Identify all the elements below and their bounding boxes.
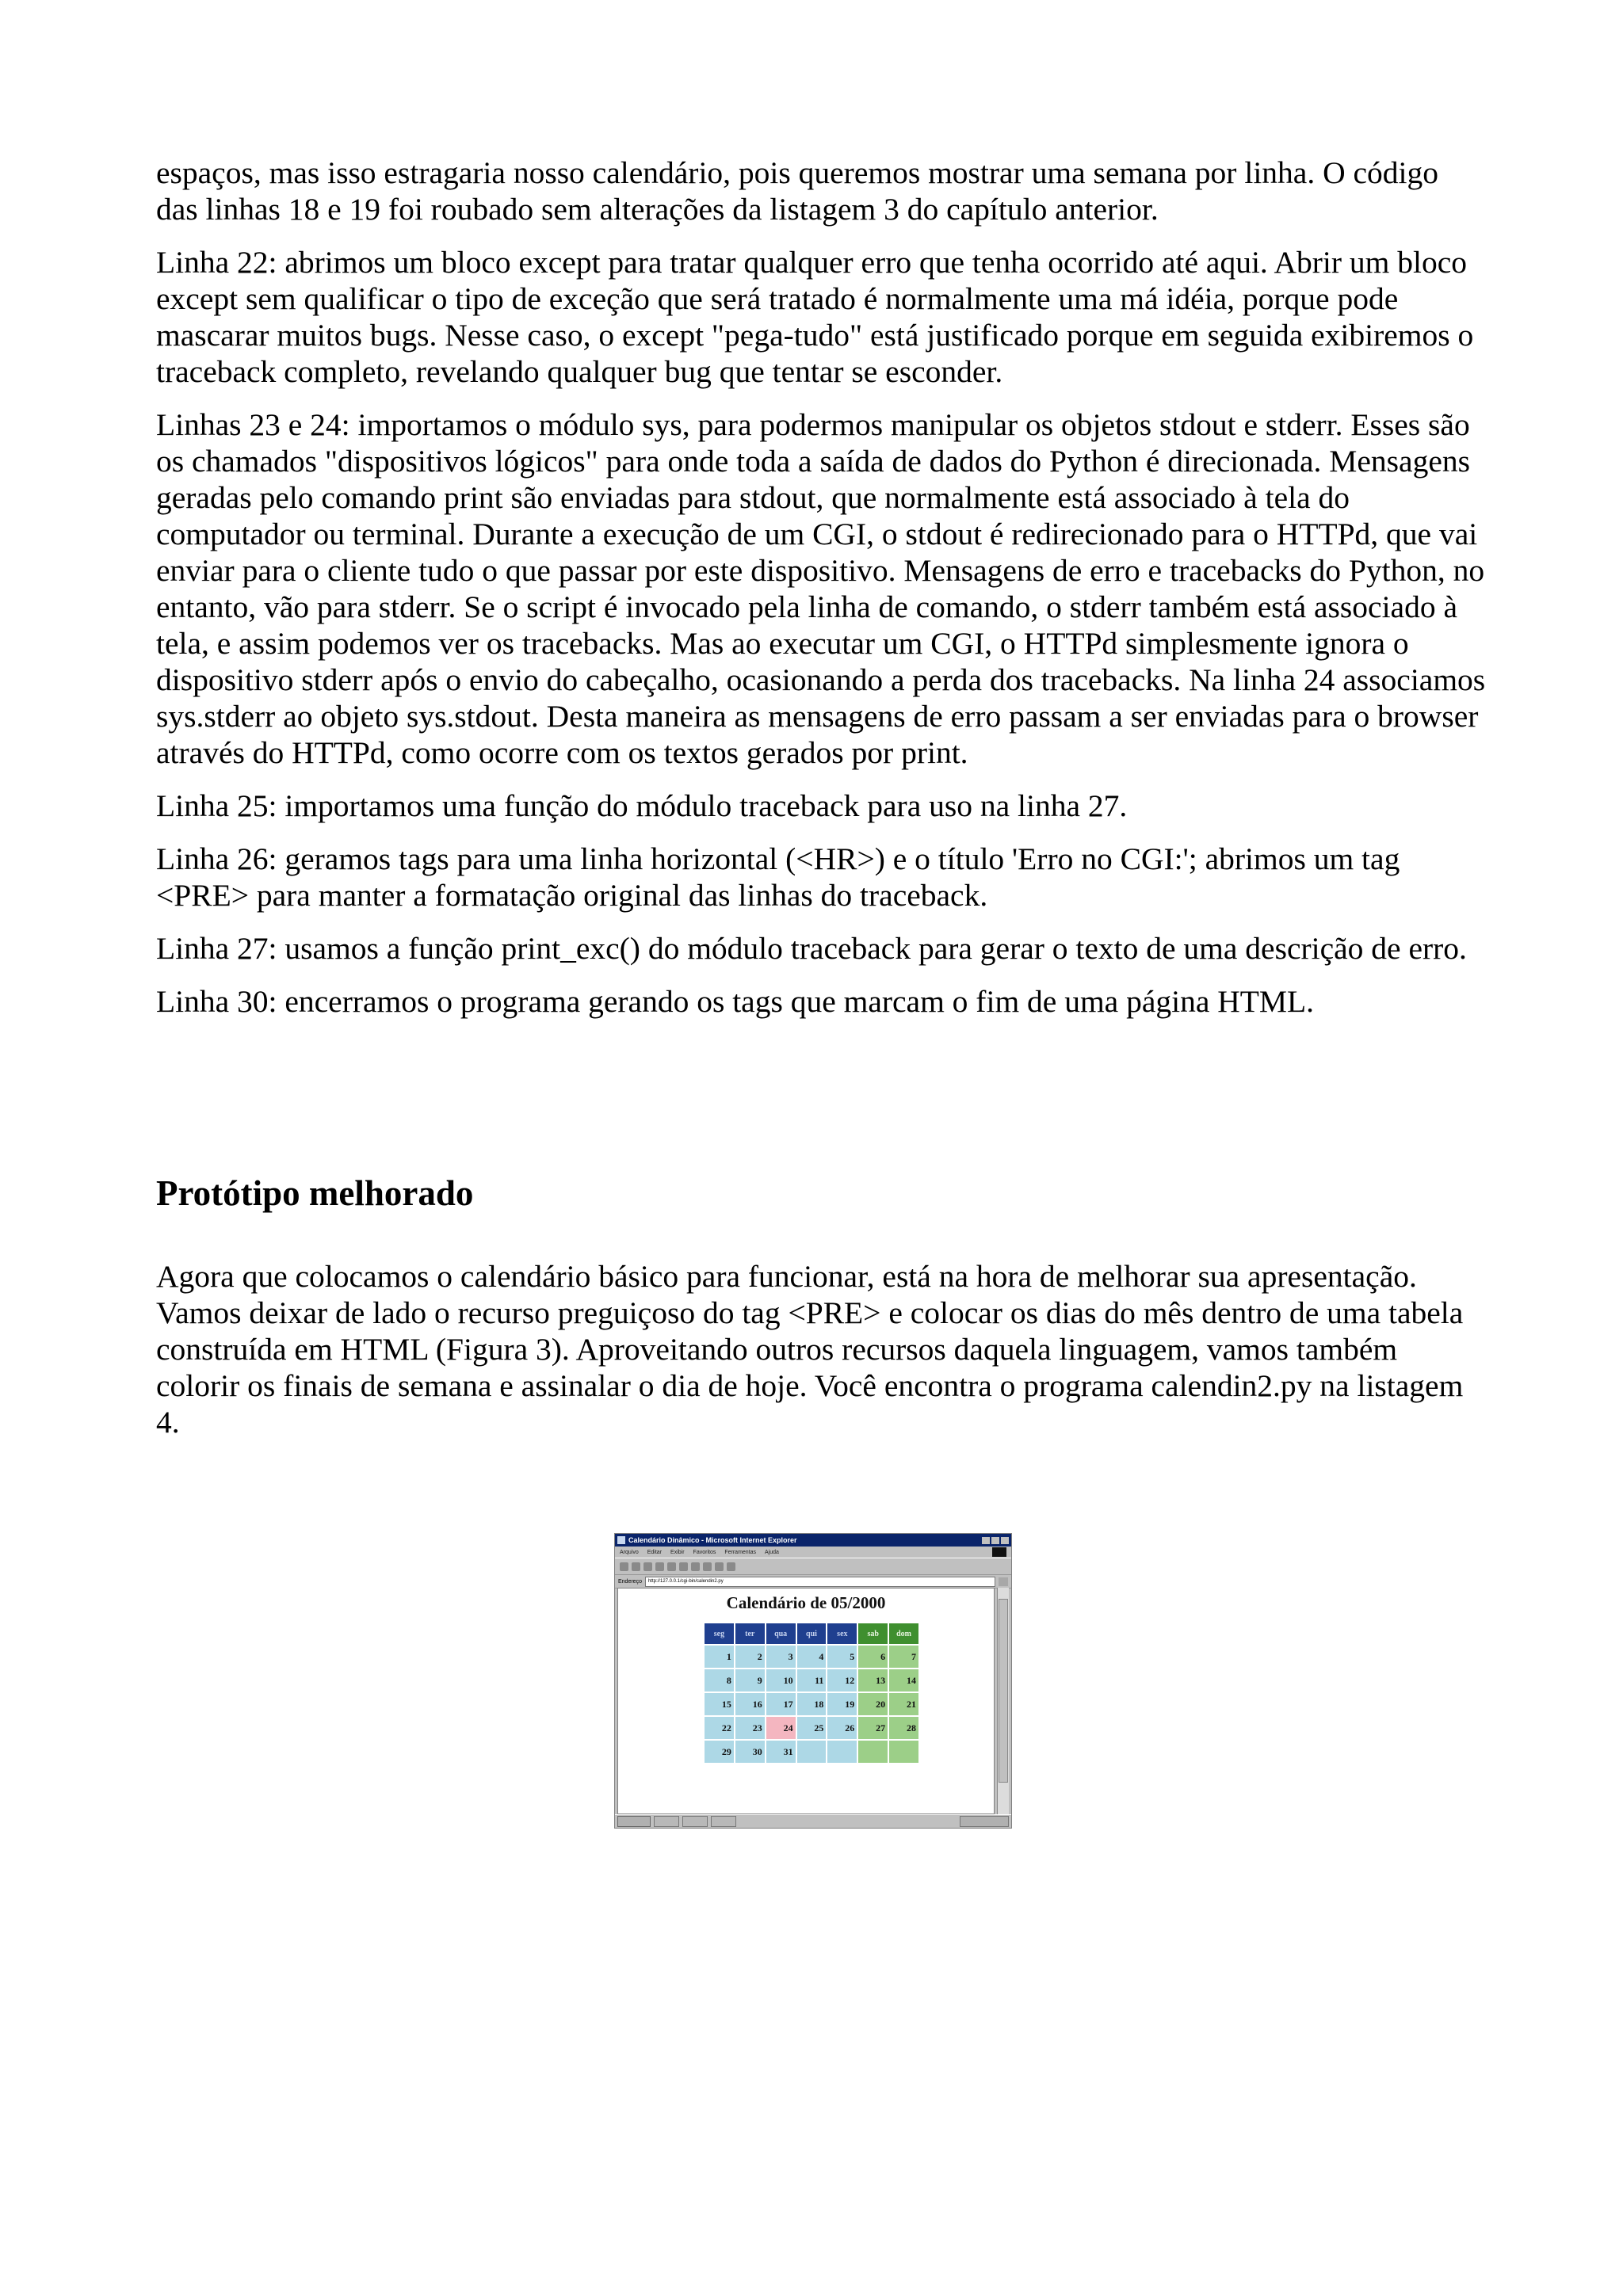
calendar-day-cell: 2 — [735, 1646, 765, 1668]
paragraph: Linha 26: geramos tags para uma linha horizontal (<HR>) e o título 'Erro no CGI:'; abrimos um tag <PRE> para manter a formatação original das linhas do traceback. — [156, 841, 1400, 913]
menu-item: Editar — [647, 1549, 663, 1555]
menu-item: Exibir — [670, 1549, 685, 1555]
calendar-day-cell: 13 — [858, 1669, 888, 1691]
calendar-day-cell: 14 — [889, 1669, 918, 1691]
scrollbar-thumb — [999, 1599, 1008, 1783]
history-icon — [703, 1562, 712, 1571]
go-icon — [999, 1577, 1008, 1586]
body-text-top — [156, 154, 1487, 1036]
vertical-scrollbar — [997, 1588, 1009, 1814]
calendar-day-cell: 25 — [797, 1717, 827, 1739]
calendar-day-cell: 4 — [797, 1646, 827, 1668]
taskbar-item — [654, 1816, 679, 1827]
paragraph: Linha 22: abrimos um bloco except para tratar qualquer erro que tenha ocorrido até aqui. Abrir um bloco except sem qualificar o tipo de exceção que será tratado é normalmente uma má idéia, porque pode mascarar muitos bugs. Nesse caso, o except "pega-tudo" está justificado porque em seguida exibiremos o traceback completo, revelando qualquer bug que tentar se esconder. — [156, 245, 1474, 389]
calendar-day-cell: 24 — [766, 1717, 796, 1739]
window-controls — [982, 1537, 1009, 1544]
calendar-day-cell — [889, 1741, 918, 1763]
calendar-day-cell: 18 — [797, 1693, 827, 1715]
browser-toolbar — [615, 1558, 1011, 1575]
menu-item: Arquivo — [620, 1549, 639, 1555]
print-icon — [727, 1562, 735, 1571]
calendar-weekday-header: sab — [858, 1623, 888, 1644]
paragraph: espaços, mas isso estragaria nosso calendário, pois queremos mostrar uma semana por linha. O código das linhas 18 e 19 foi roubado sem alterações da listagem 3 do capítulo anterior. — [156, 155, 1438, 227]
search-icon — [679, 1562, 688, 1571]
calendar-day-cell: 5 — [827, 1646, 857, 1668]
calendar-day-cell: 20 — [858, 1693, 888, 1715]
calendar-day-cell: 3 — [766, 1646, 796, 1668]
calendar-weekday-header: ter — [735, 1623, 765, 1644]
calendar-day-cell: 1 — [705, 1646, 734, 1668]
section-heading: Protótipo melhorado — [156, 1173, 474, 1213]
calendar-day-cell: 30 — [735, 1741, 765, 1763]
calendar-day-cell: 21 — [889, 1693, 918, 1715]
calendar-weekday-header: qui — [797, 1623, 827, 1644]
close-icon — [1001, 1537, 1009, 1544]
calendar-weekday-header: sex — [827, 1623, 857, 1644]
minimize-icon — [982, 1537, 990, 1544]
system-tray — [960, 1816, 1009, 1827]
window-title: Calendário Dinâmico - Microsoft Internet Explorer — [628, 1536, 797, 1544]
calendar-day-cell: 26 — [827, 1717, 857, 1739]
paragraph: Linha 30: encerramos o programa gerando os tags que marcam o fim de uma página HTML. — [156, 984, 1315, 1019]
ie-icon — [617, 1536, 625, 1544]
address-bar — [615, 1575, 1011, 1589]
calendar-day-cell: 23 — [735, 1717, 765, 1739]
calendar-weekday-header: seg — [705, 1623, 734, 1644]
home-icon — [667, 1562, 676, 1571]
maximize-icon — [991, 1537, 999, 1544]
calendar-title: Calendário de 05/2000 — [726, 1593, 886, 1612]
paragraph: Linhas 23 e 24: importamos o módulo sys, para podermos manipular os objetos stdout e stderr. Esses são os chamados "dispositivos lógicos" para onde toda a saída de dados do Python é direcionada. Mensagens geradas pelo comando print são enviadas para stdout, que normalmente está associado à tela do computador ou terminal. Durante a execução de um CGI, o stdout é redirecionado para o HTTPd, que vai enviar para o cliente tudo o que passar por este dispositivo. Mensagens de erro e tracebacks do Python, no entanto, vão para stderr. Se o script é invocado pela linha de comando, o stderr também está associado à tela, e assim podemos ver os tracebacks. Mas ao executar um CGI, o HTTPd simplesmente ignora o dispositivo stderr após o envio do cabeçalho, ocasionando a perda dos tracebacks. Na linha 24 associamos sys.stderr ao objeto sys.stdout. Desta maneira as mensagens de erro passam a ser enviadas para o browser através do HTTPd, como ocorre com os textos gerados por print. — [156, 407, 1486, 770]
calendar-day-cell: 9 — [735, 1669, 765, 1691]
menu-item: Ajuda — [765, 1549, 779, 1555]
calendar-day-cell: 31 — [766, 1741, 796, 1763]
calendar-day-cell: 17 — [766, 1693, 796, 1715]
window-titlebar — [615, 1534, 1011, 1547]
calendar-day-cell: 6 — [858, 1646, 888, 1668]
calendar-day-cell — [797, 1741, 827, 1763]
menu-bar — [615, 1547, 1011, 1558]
taskbar — [615, 1814, 1011, 1828]
calendar-weekday-header: dom — [889, 1623, 918, 1644]
windows-logo-icon — [992, 1547, 1006, 1557]
calendar-day-cell — [827, 1741, 857, 1763]
browser-screenshot-figure — [614, 1533, 1012, 1829]
calendar-day-cell: 19 — [827, 1693, 857, 1715]
calendar-day-cell: 29 — [705, 1741, 734, 1763]
stop-icon — [643, 1562, 652, 1571]
calendar-day-cell: 11 — [797, 1669, 827, 1691]
menu-item: Ferramentas — [724, 1549, 757, 1555]
calendar-day-cell: 10 — [766, 1669, 796, 1691]
page-viewport — [617, 1588, 995, 1814]
body-text-bottom — [156, 1258, 1487, 1440]
paragraph: Linha 25: importamos uma função do módulo traceback para uso na linha 27. — [156, 788, 1128, 823]
calendar-day-cell: 15 — [705, 1693, 734, 1715]
start-button — [617, 1816, 651, 1827]
calendar-day-cell: 12 — [827, 1669, 857, 1691]
calendar-day-cell — [858, 1741, 888, 1763]
taskbar-item — [711, 1816, 736, 1827]
calendar-day-cell: 7 — [889, 1646, 918, 1668]
taskbar-item — [682, 1816, 708, 1827]
menu-item: Favoritos — [693, 1549, 716, 1555]
back-icon — [620, 1562, 628, 1571]
calendar-table — [705, 1623, 918, 1763]
calendar-day-cell: 22 — [705, 1717, 734, 1739]
calendar-weekday-header: qua — [766, 1623, 796, 1644]
mail-icon — [715, 1562, 724, 1571]
calendar-day-cell: 16 — [735, 1693, 765, 1715]
address-label: Endereço — [618, 1578, 642, 1585]
forward-icon — [632, 1562, 640, 1571]
calendar-day-cell: 28 — [889, 1717, 918, 1739]
address-field: http://127.0.0.1/cgi-bin/calendin2.py — [645, 1577, 995, 1587]
paragraph: Linha 27: usamos a função print_exc() do módulo traceback para gerar o texto de uma descrição de erro. — [156, 931, 1467, 966]
paragraph: Agora que colocamos o calendário básico para funcionar, está na hora de melhorar sua apresentação. Vamos deixar de lado o recurso preguiçoso do tag <PRE> e colocar os dias do mês dentro de uma tabela construída em HTML (Figura 3). Aproveitando outros recursos daquela linguagem, vamos também colorir os finais de semana e assinalar o dia de hoje. Você encontra o programa calendin2.py na listagem 4. — [156, 1259, 1464, 1440]
calendar-day-cell: 8 — [705, 1669, 734, 1691]
calendar-day-cell: 27 — [858, 1717, 888, 1739]
favorites-icon — [691, 1562, 700, 1571]
refresh-icon — [655, 1562, 664, 1571]
